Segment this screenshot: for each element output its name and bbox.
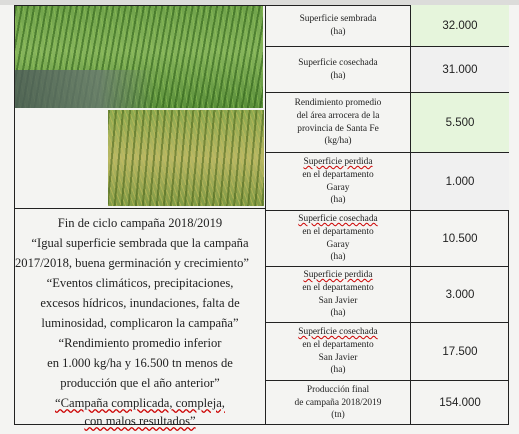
table-row xyxy=(265,323,509,381)
summary-line: 2017/2018, buena germinación y crecimiento” xyxy=(15,256,249,270)
row-value: 154.000 xyxy=(439,397,481,409)
summary-line: “Campaña complicada, compleja, xyxy=(55,396,225,410)
row-value: 3.000 xyxy=(445,288,475,301)
summary-line: “Igual superficie sembrada que la campaña xyxy=(31,236,249,250)
summary-line: “Rendimiento promedio inferior xyxy=(58,336,222,350)
row-value: 10.500 xyxy=(442,232,478,245)
row-value: 5.500 xyxy=(411,93,509,152)
row-label: Producción final de campaña 2018/2019 (tn) xyxy=(265,381,411,425)
summary-line: producción que el año anterior” xyxy=(60,376,220,390)
row-label: Superficie cosechada en el departamento San Javier (ha) xyxy=(265,323,411,380)
table-row xyxy=(265,153,509,211)
row-value: 32.000 xyxy=(411,5,509,46)
rice-field-photo-ripening xyxy=(108,110,264,206)
table-row xyxy=(265,5,509,47)
summary-line: luminosidad, complicaron la campaña” xyxy=(41,316,239,330)
row-value: 17.500 xyxy=(442,345,478,358)
row-label: Superficie perdida en el departamento San Javier (ha) xyxy=(265,267,411,322)
table-row xyxy=(265,47,509,93)
row-label: Superficie sembrada (ha) xyxy=(265,5,411,46)
summary-line: con malos resultados” xyxy=(84,414,196,428)
rice-field-photo-flooded xyxy=(15,6,263,108)
table-row xyxy=(265,381,509,425)
table-row xyxy=(265,93,509,153)
rice-statistics-table xyxy=(265,5,509,425)
row-label: Rendimiento promedio del área arrocera de la provincia de Santa Fe (kg/ha) xyxy=(265,93,411,152)
table-row xyxy=(265,211,509,267)
summary-line: excesos hídricos, inundaciones, falta de xyxy=(40,296,240,310)
campaign-summary xyxy=(15,208,265,428)
row-value: 31.000 xyxy=(411,47,509,92)
row-label: Superficie cosechada (ha) xyxy=(265,47,411,92)
row-label: Superficie cosechada en el departamento Garay (ha) xyxy=(265,211,411,266)
summary-line: en 1.000 kg/ha y 16.500 tn menos de xyxy=(47,356,233,370)
summary-line: “Eventos climáticos, precipitaciones, xyxy=(46,276,234,290)
table-row xyxy=(265,267,509,323)
water-area xyxy=(15,70,155,108)
summary-line: Fin de ciclo campaña 2018/2019 xyxy=(57,216,223,230)
row-label: Superficie perdida en el departamento Garay (ha) xyxy=(265,153,411,210)
row-value: 1.000 xyxy=(411,153,509,210)
